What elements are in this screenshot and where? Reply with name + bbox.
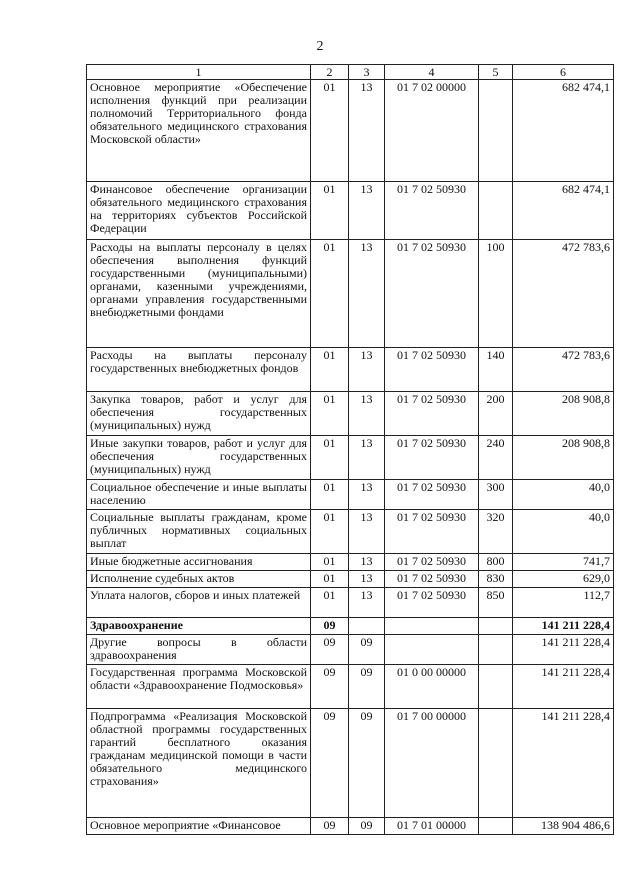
- cell-subsection: 13: [349, 554, 385, 571]
- cell-target-article: 01 7 02 50930: [385, 392, 479, 436]
- table-row: [87, 571, 614, 588]
- cell-target-article: 01 7 02 50930: [385, 182, 479, 240]
- cell-target-article: 01 7 02 50930: [385, 588, 479, 618]
- table-row: [87, 436, 614, 480]
- cell-subsection: 09: [349, 818, 385, 835]
- cell-name: Социальное обеспечение и иные выплаты населению: [87, 480, 311, 510]
- cell-section: 01: [311, 348, 349, 392]
- table-row: [87, 635, 614, 665]
- table-body: [87, 80, 614, 835]
- cell-section: 01: [311, 240, 349, 348]
- table-row: [87, 182, 614, 240]
- cell-name: Основное мероприятие «Обеспечение исполнения функций при реализации полномочий Территориального фонда обязательного медицинского страхования Московской области»: [87, 80, 311, 182]
- cell-target-article: [385, 635, 479, 665]
- cell-expense-type: [479, 709, 513, 818]
- table-row: [87, 348, 614, 392]
- cell-section: 01: [311, 571, 349, 588]
- cell-amount: 682 474,1: [513, 182, 614, 240]
- cell-expense-type: 300: [479, 480, 513, 510]
- cell-amount: 682 474,1: [513, 80, 614, 182]
- cell-section: 01: [311, 80, 349, 182]
- cell-subsection: 13: [349, 348, 385, 392]
- header-col-4: 4: [385, 65, 479, 80]
- cell-target-article: 01 7 01 00000: [385, 818, 479, 835]
- cell-section: 09: [311, 618, 349, 635]
- table-header-row: [87, 65, 614, 80]
- table-row: [87, 80, 614, 182]
- cell-section: 01: [311, 436, 349, 480]
- cell-name: Иные закупки товаров, работ и услуг для обеспечения государственных (муниципальных) нужд: [87, 436, 311, 480]
- budget-table: [86, 64, 614, 835]
- cell-section: 09: [311, 635, 349, 665]
- table-row: [87, 554, 614, 571]
- header-col-5: 5: [479, 65, 513, 80]
- cell-name: Исполнение судебных актов: [87, 571, 311, 588]
- cell-expense-type: [479, 80, 513, 182]
- header-col-3: 3: [349, 65, 385, 80]
- cell-subsection: 13: [349, 436, 385, 480]
- cell-target-article: 01 7 02 50930: [385, 554, 479, 571]
- cell-target-article: 01 7 02 50930: [385, 571, 479, 588]
- cell-name: Другие вопросы в области здравоохранения: [87, 635, 311, 665]
- cell-section: 01: [311, 588, 349, 618]
- cell-target-article: 01 0 00 00000: [385, 665, 479, 709]
- cell-expense-type: [479, 618, 513, 635]
- cell-section: 01: [311, 182, 349, 240]
- cell-subsection: 13: [349, 182, 385, 240]
- cell-name: Иные бюджетные ассигнования: [87, 554, 311, 571]
- cell-subsection: 09: [349, 665, 385, 709]
- cell-amount: 472 783,6: [513, 240, 614, 348]
- cell-target-article: 01 7 00 00000: [385, 709, 479, 818]
- cell-expense-type: [479, 818, 513, 835]
- table-row: [87, 510, 614, 554]
- cell-subsection: 13: [349, 392, 385, 436]
- cell-expense-type: 800: [479, 554, 513, 571]
- table-row: [87, 665, 614, 709]
- header-col-2: 2: [311, 65, 349, 80]
- table-row: [87, 709, 614, 818]
- cell-amount: 40,0: [513, 510, 614, 554]
- cell-target-article: 01 7 02 50930: [385, 480, 479, 510]
- cell-subsection: 13: [349, 80, 385, 182]
- cell-amount: 208 908,8: [513, 436, 614, 480]
- cell-target-article: 01 7 02 00000: [385, 80, 479, 182]
- cell-name: Государственная программа Московской области «Здравоохранение Подмосковья»: [87, 665, 311, 709]
- cell-expense-type: 320: [479, 510, 513, 554]
- cell-subsection: 13: [349, 588, 385, 618]
- cell-name: Закупка товаров, работ и услуг для обеспечения государственных (муниципальных) нужд: [87, 392, 311, 436]
- cell-expense-type: 830: [479, 571, 513, 588]
- table-row: [87, 818, 614, 835]
- cell-target-article: 01 7 02 50930: [385, 240, 479, 348]
- cell-expense-type: 240: [479, 436, 513, 480]
- cell-expense-type: [479, 665, 513, 709]
- cell-section: 09: [311, 665, 349, 709]
- cell-section: 01: [311, 392, 349, 436]
- cell-section: 01: [311, 510, 349, 554]
- cell-amount: 40,0: [513, 480, 614, 510]
- cell-target-article: 01 7 02 50930: [385, 510, 479, 554]
- cell-subsection: 09: [349, 635, 385, 665]
- cell-target-article: 01 7 02 50930: [385, 348, 479, 392]
- cell-subsection: 13: [349, 240, 385, 348]
- cell-name: Основное мероприятие «Финансовое: [87, 818, 311, 835]
- cell-amount: 141 211 228,4: [513, 709, 614, 818]
- page-number: 2: [316, 39, 324, 54]
- cell-amount: 741,7: [513, 554, 614, 571]
- cell-amount: 138 904 486,6: [513, 818, 614, 835]
- cell-name: Уплата налогов, сборов и иных платежей: [87, 588, 311, 618]
- cell-name: Подпрограмма «Реализация Московской областной программы государственных гарантий бесплатного оказания гражданам медицинской помощи в части обязательного медицинского страхования»: [87, 709, 311, 818]
- cell-section: 01: [311, 480, 349, 510]
- cell-name: Здравоохранение: [87, 618, 311, 635]
- cell-subsection: [349, 618, 385, 635]
- cell-subsection: 09: [349, 709, 385, 818]
- cell-target-article: 01 7 02 50930: [385, 436, 479, 480]
- cell-amount: 629,0: [513, 571, 614, 588]
- cell-name: Финансовое обеспечение организации обязательного медицинского страхования на территориях субъектов Российской Федерации: [87, 182, 311, 240]
- cell-amount: 472 783,6: [513, 348, 614, 392]
- cell-expense-type: 200: [479, 392, 513, 436]
- cell-section: 01: [311, 554, 349, 571]
- cell-target-article: [385, 618, 479, 635]
- cell-amount: 112,7: [513, 588, 614, 618]
- cell-expense-type: 100: [479, 240, 513, 348]
- header-col-6: 6: [513, 65, 614, 80]
- cell-name: Расходы на выплаты персоналу государственных внебюджетных фондов: [87, 348, 311, 392]
- cell-subsection: 13: [349, 510, 385, 554]
- cell-expense-type: 140: [479, 348, 513, 392]
- cell-section: 09: [311, 818, 349, 835]
- cell-amount: 208 908,8: [513, 392, 614, 436]
- table-row: [87, 392, 614, 436]
- cell-name: Социальные выплаты гражданам, кроме публичных нормативных социальных выплат: [87, 510, 311, 554]
- cell-amount: 141 211 228,4: [513, 665, 614, 709]
- cell-expense-type: [479, 182, 513, 240]
- cell-amount: 141 211 228,4: [513, 618, 614, 635]
- table-row: [87, 618, 614, 635]
- table-row: [87, 588, 614, 618]
- cell-subsection: 13: [349, 480, 385, 510]
- table-row: [87, 480, 614, 510]
- table-row: [87, 240, 614, 348]
- header-col-1: 1: [87, 65, 311, 80]
- cell-name: Расходы на выплаты персоналу в целях обеспечения выполнения функций государственными (муниципальными) органами, казенными учреждениями, органами управления государственными внебюджетными фондами: [87, 240, 311, 348]
- cell-subsection: 13: [349, 571, 385, 588]
- cell-expense-type: [479, 635, 513, 665]
- cell-section: 09: [311, 709, 349, 818]
- cell-expense-type: 850: [479, 588, 513, 618]
- cell-amount: 141 211 228,4: [513, 635, 614, 665]
